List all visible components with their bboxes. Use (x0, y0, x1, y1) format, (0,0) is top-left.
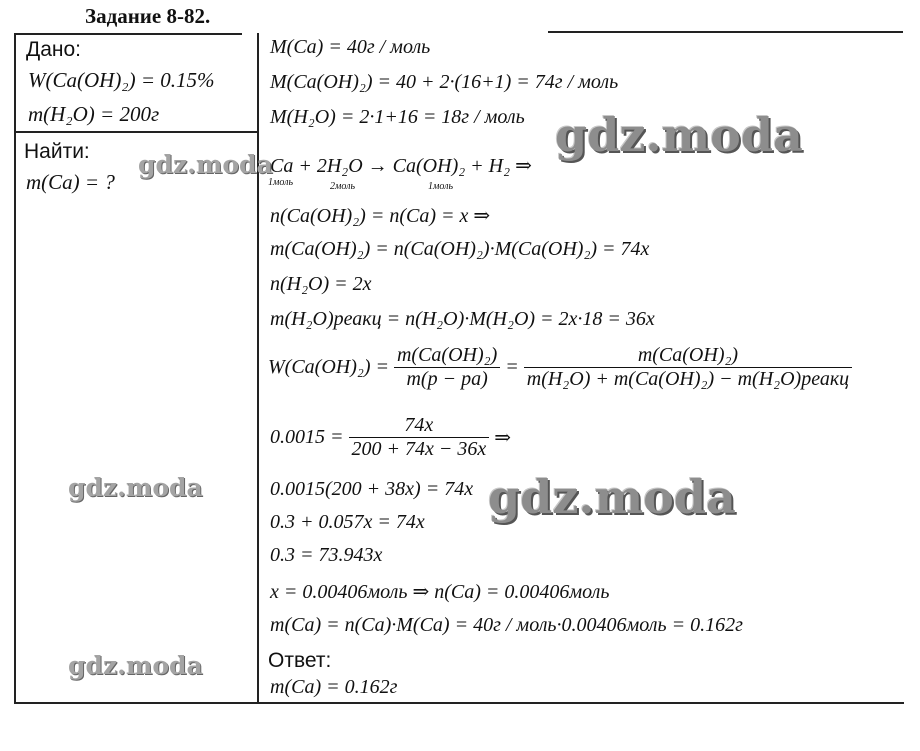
amount-h2o: n(H₂O) = 2x (270, 273, 372, 295)
formula-left: W(Ca(OH)₂) = (268, 356, 389, 378)
table-column-divider (257, 33, 259, 703)
given-find-divider (14, 131, 258, 133)
amount-relation: n(Ca(OH)₂) = n(Ca) = x ⇒ (270, 205, 491, 227)
equation-expanded: 0.3 + 0.057x = 74x (270, 511, 425, 533)
task-title: Задание 8-82. (85, 4, 211, 28)
table-left-border (14, 33, 16, 703)
watermark-logo: gdz.moda (68, 473, 203, 502)
fraction-denominator: m(p − pa) (406, 368, 488, 390)
equation-reduced: 0.3 = 73.943x (270, 544, 383, 566)
formula-equals: = (505, 356, 519, 378)
find-target: m(Ca) = ? (26, 170, 115, 194)
mass-ca-result: m(Ca) = n(Ca)·M(Ca) = 40г / моль·0.00406моль = 0.162г (270, 614, 743, 636)
watermark-logo: gdz.moda (488, 470, 736, 524)
equation-substituted (270, 414, 511, 461)
fraction-numerator: 74x (349, 414, 490, 438)
given-water-mass: m(H₂O) = 200г (28, 102, 160, 126)
fraction-denominator: 200 + 74x − 36x (351, 438, 487, 460)
fraction-expanded (524, 344, 852, 391)
find-label: Найти: (24, 140, 90, 163)
answer-label: Ответ: (268, 649, 332, 672)
reaction-equation: Ca + 2H₂O → Ca(OH)₂ + H₂ ⇒ (270, 155, 532, 177)
fraction-numerator: m(Ca(OH)₂) (524, 344, 852, 368)
mass-fraction-formula (268, 344, 852, 391)
fraction-values (349, 414, 490, 461)
fraction-solution-mass (394, 344, 500, 391)
given-label: Дано: (26, 38, 82, 61)
equation-simplified: 0.0015(200 + 38x) = 74x (270, 478, 474, 500)
molar-mass-h2o: M(H₂O) = 2·1+16 = 18г / моль (270, 106, 525, 128)
watermark-logo: gdz.moda (68, 651, 203, 680)
equation-left: 0.0015 = (270, 426, 344, 448)
given-mass-fraction: W(Ca(OH)₂) = 0.15% (28, 68, 215, 92)
mass-h2o-reacted: m(H₂O)реакц = n(H₂O)·M(H₂O) = 2x·18 = 36x (270, 308, 655, 330)
molar-mass-caoh2: M(Ca(OH)₂) = 40 + 2·(16+1) = 74г / моль (270, 71, 619, 93)
table-top-border (14, 33, 242, 35)
reaction-mol-caoh2: 1моль (428, 181, 454, 192)
fraction-denominator: m(H₂O) + m(Ca(OH)₂) − m(H₂O)реакц (526, 368, 850, 390)
reaction-mol-ca: 1моль (268, 177, 294, 188)
watermark-logo: gdz.moda (555, 108, 803, 162)
solution-x: x = 0.00406моль ⇒ n(Ca) = 0.00406моль (270, 581, 610, 603)
implies-arrow: ⇒ (494, 427, 512, 449)
table-top-border-right (548, 31, 903, 33)
answer-value: m(Ca) = 0.162г (270, 676, 398, 698)
molar-mass-ca: M(Ca) = 40г / моль (270, 36, 431, 58)
reaction-mol-h2o: 2моль (330, 181, 356, 192)
fraction-numerator: m(Ca(OH)₂) (394, 344, 500, 368)
table-bottom-border (14, 702, 904, 704)
mass-caoh2: m(Ca(OH)₂) = n(Ca(OH)₂)·M(Ca(OH)₂) = 74x (270, 238, 650, 260)
watermark-logo: gdz.moda (138, 150, 273, 179)
